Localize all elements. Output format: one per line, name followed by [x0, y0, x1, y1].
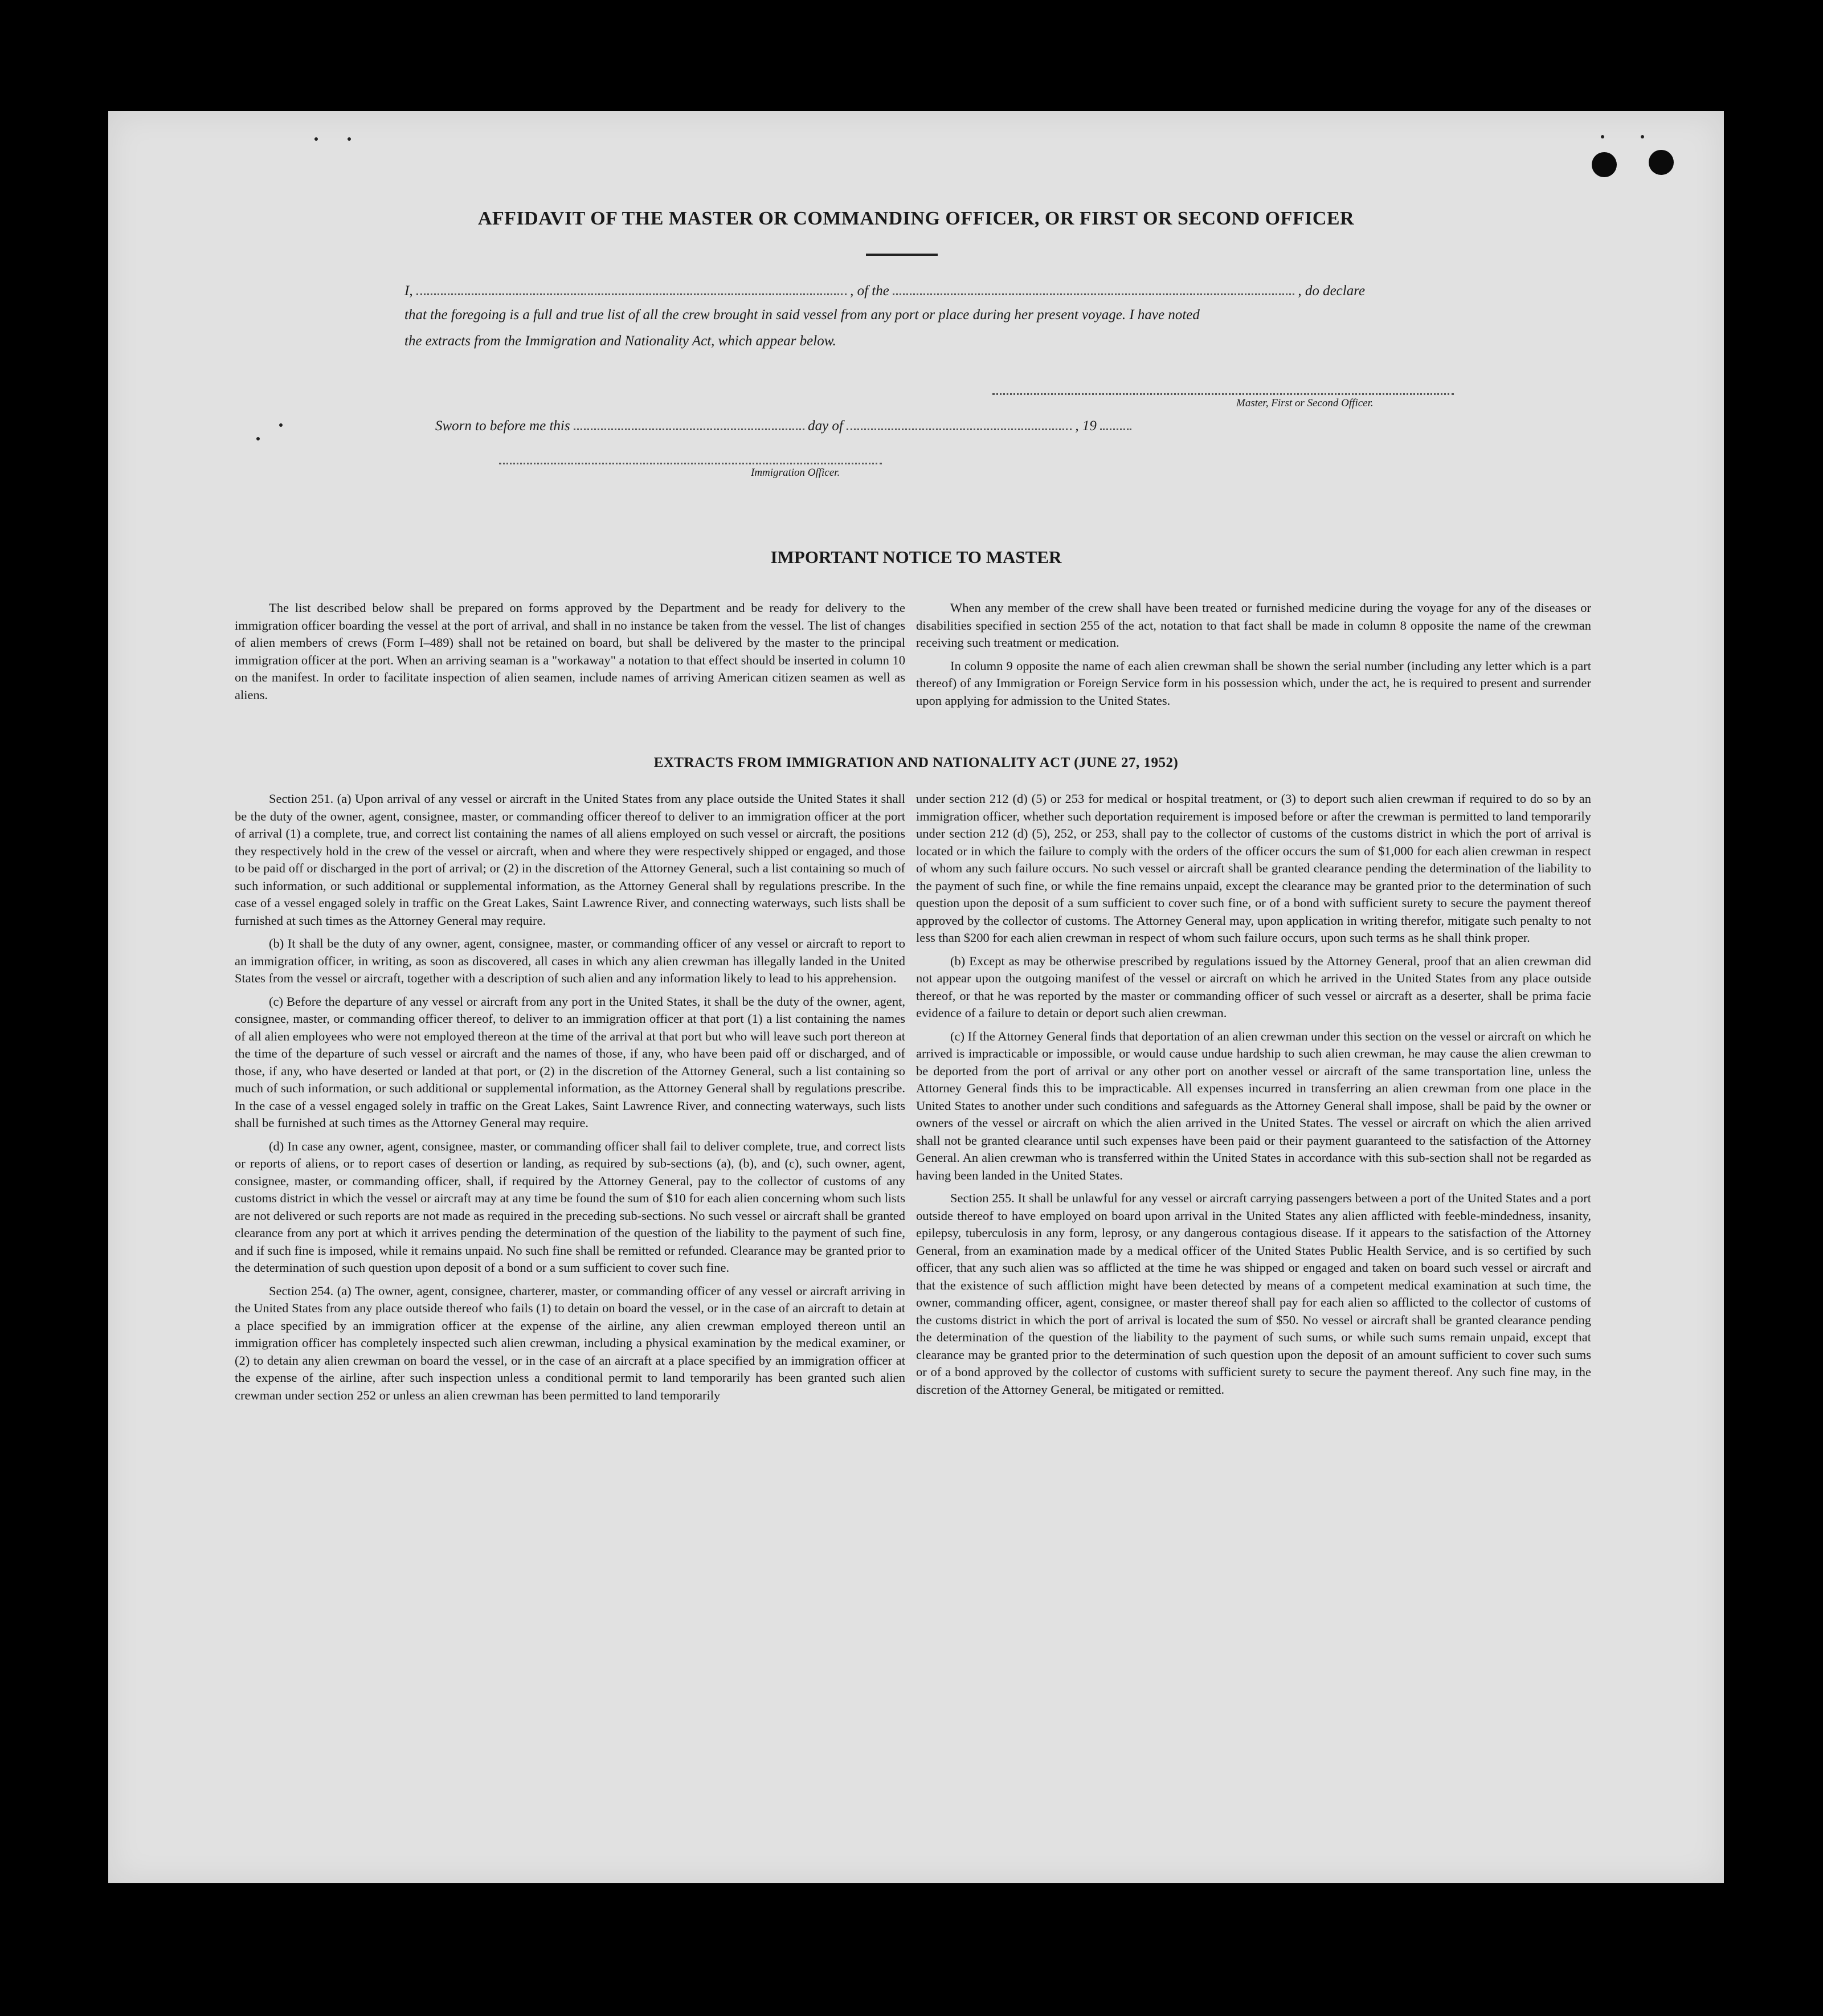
- notice-right-paragraph-1: When any member of the crew shall have been treated or furnished medicine during the voyage for any of the diseases or disabilities specified in section 255 of the act, notation to that fact shall be made in column 8 opposite the name of the crewman receiving such treatment or medication.: [916, 601, 1591, 650]
- master-caption: Master, First or Second Officer.: [1236, 397, 1374, 409]
- sworn-year: , 19: [1075, 418, 1097, 434]
- sworn-day-field[interactable]: [574, 416, 804, 430]
- sworn-year-field[interactable]: [1100, 416, 1131, 430]
- declaration-line-1: [404, 281, 1365, 299]
- notice-left-paragraph: The list described below shall be prepared on forms approved by the Department and be ready for delivery to the immigration officer boarding the vessel at the port of arrival, and shall in no instance be taken from the vessel. The list of changes of alien members of crews (Form I–489) shall not be retained on board, but shall be delivered by the master to the principal immigration officer at the port. When an arriving seaman is a "workaway" a notation to that effect should be inserted in column 10 on the manifest. In order to facilitate inspection of alien seamen, include names of arriving American citizen seamen as well as aliens.: [235, 601, 905, 702]
- section-251a: Section 251. (a) Upon arrival of any vessel or aircraft in the United States from any place outside the United States it shall be the duty of the owner, agent, consignee, master, or commanding officer thereof to deliver to an immigration officer at the port of arrival (1) a complete, true, and correct list containing the names of all aliens employed on such vessel or aircraft, the positions they respectively hold in the crew of the vessel or aircraft, when and where they were respectively shipped or engaged, and those to be paid off or discharged in the port of arrival; or (2) in the discretion of the Attorney General, such a list containing so much of such information, or such additional or supplemental information, as the Attorney General shall by regulations prescribe. In the case of a vessel engaged solely in traffic on the Great Lakes, Saint Lawrence River, and connecting waterways, such lists shall be furnished at such times as the Attorney General may require.: [235, 791, 905, 928]
- notice-left-column: [235, 599, 905, 709]
- decl-of-the: , of the: [850, 283, 889, 299]
- sworn-line: [435, 416, 1131, 434]
- extracts-title: EXTRACTS FROM IMMIGRATION AND NATIONALITY ACT (JUNE 27, 1952): [653, 755, 1179, 770]
- name-field[interactable]: [416, 281, 847, 295]
- decl-i: I,: [404, 283, 413, 299]
- section-255: Section 255. It shall be unlawful for any vessel or aircraft carrying passengers between a port of the United States and a port outside thereof to have employed on board upon arrival in the United States any alien afflicted with feeble-mindedness, insanity, epilepsy, tuberculosis in any form, leprosy, or any dangerous contagious disease. If it appears to the satisfaction of the Attorney General, from an examination made by a medical officer of the United States Public Health Service, and is so certified by such officer, that any such alien was so afflicted at the time he was shipped or engaged and taken on board such vessel or aircraft and that the existence of such affliction might have been detected by means of a competent medical examination at such time, the owner, commanding officer, agent, consignee, or master thereof shall pay for each alien so afflicted to the collector of customs of the customs district in which the port of arrival is located the sum of $50. No vessel or aircraft shall be granted clearance pending the determination of the question of the liability to the payment of such sums, or while such sums remain unpaid, except that clearance may be granted prior to the determination of such question upon the deposit of an amount sufficient to cover such sums or of a bond approved by the collector of customs with sufficient surety to secure the payment thereof. Any such fine may, in the discretion of the Attorney General, be mitigated or remitted.: [916, 1191, 1591, 1397]
- declaration-line-2: that the foregoing is a full and true list of all the crew brought in said vessel from any port or place during her present voyage. I have noted: [404, 307, 1200, 323]
- affidavit-title: AFFIDAVIT OF THE MASTER OR COMMANDING OFFICER, OR FIRST OR SECOND OFFICER: [477, 208, 1355, 229]
- speck: [314, 137, 318, 141]
- section-254a-continued: under section 212 (d) (5) or 253 for medical or hospital treatment, or (3) to deport such alien crewman if required to do so by an immigration officer, whether such deportation requirement is imposed before or after the crewman is permitted to land temporarily under section 212 (d) (5), 252, or 253, shall pay to the collector of customs of the customs district in which the port of arrival is located or in which the failure to comply with the orders of the officer occurs the sum of $1,000 for each alien crewman in respect of whom any such failure occurs. No such vessel or aircraft shall be granted clearance pending the determination of the liability to the payment of such fine, or while the fine remains unpaid, except the clearance may be granted prior to the determination of such question upon the deposit of a sum sufficient to cover such fine, or of a bond with sufficient surety to secure the payment thereof approved by the collector of customs. The Attorney General may, upon application in writing therefor, mitigate such penalty to not less than $200 for each alien crewman in respect of whom such failure occurs, upon such terms as he shall think proper.: [916, 791, 1591, 945]
- speck: [348, 137, 351, 141]
- sworn-day-of: day of: [808, 418, 843, 434]
- speck: [1601, 135, 1604, 138]
- master-signature-line[interactable]: [992, 393, 1454, 395]
- sworn-text: Sworn to before me this: [435, 418, 570, 434]
- speck: [256, 437, 260, 440]
- officer-signature-line[interactable]: [499, 463, 882, 464]
- vessel-field[interactable]: [893, 281, 1294, 295]
- section-254c: (c) If the Attorney General finds that deportation of an alien crewman under this section on the vessel or aircraft on which he arrived is impracticable or impossible, or would cause undue hardship to such alien crewman, he may cause the alien crewman to be deported from the port of arrival or any other port on another vessel or aircraft of the same transportation line, unless the Attorney General finds this to be impracticable. All expenses incurred in transferring an alien crewman from one place in the United States to another under such conditions and safeguards as the Attorney General shall impose, shall be paid by the owner or owners of the vessel or aircraft on which the alien arrived in the United States. The vessel or aircraft on which the alien arrived shall not be granted clearance until such expenses have been paid or their payment guaranteed to the satisfaction of the Attorney General. An alien crewman who is transferred within the United States in accordance with this sub-section shall not be regarded as having been landed in the United States.: [916, 1029, 1591, 1182]
- section-251c: (c) Before the departure of any vessel or aircraft from any port in the United States, it shall be the duty of the owner, agent, consignee, master, or commanding officer thereof, to deliver to an immigration officer at that port (1) a list containing the names of all alien employees who were not employed thereon at the time of the arrival at that port but who will leave such port thereon at the time of the departure of such vessel or aircraft and the names of those, if any, who have been paid off or discharged, and of those, if any, who have deserted or landed at that port, or (2) in the discretion of the Attorney General, such a list containing so much of such information, or such additional or supplemental information, as the Attorney General shall by regulations prescribe. In the case of a vessel engaged solely in traffic on the Great Lakes, Saint Lawrence River, and connecting waterways, such lists shall be furnished at such times as the Attorney General may require.: [235, 994, 905, 1130]
- section-254b: (b) Except as may be otherwise prescribed by regulations issued by the Attorney General, proof that an alien crewman did not appear upon the outgoing manifest of the vessel or aircraft on which he arrived in the United States from any place outside thereof, or that he was reported by the master or commanding officer of such vessel or aircraft as a deserter, shall be prima facie evidence of a failure to detain or deport such alien crewman.: [916, 953, 1591, 1020]
- notice-right-paragraph-2: In column 9 opposite the name of each alien crewman shall be shown the serial number (including any letter which is a part thereof) of any Immigration or Foreign Service form in his possession which, under the act, he is required to present and surrender upon applying for admission to the United States.: [916, 658, 1591, 708]
- punch-hole-right: [1649, 150, 1674, 175]
- extracts-right-column: [916, 790, 1591, 1404]
- section-251d: (d) In case any owner, agent, consignee, master, or commanding officer shall fail to deliver complete, true, and correct lists or reports of aliens, or to report cases of desertion or landing, as required by sub-sections (a), (b), and (c), such owner, agent, consignee, master, or commanding officer, shall, if required by the Attorney General, pay to the collector of customs of any customs district in which the vessel or aircraft may at any time be found the sum of $10 for each alien concerning whom such lists are not delivered or such reports are not made as required in the preceding sub-sections. No such vessel or aircraft shall be granted clearance from any port at which it arrives pending the determination of the question of the liability to the payment of such fine, and if such fine is imposed, while it remains unpaid. No such fine shall be remitted or refunded. Clearance may be granted prior to the determination of such question upon deposit of a bond or a sum sufficient to cover such fine.: [235, 1138, 905, 1275]
- extracts-left-column: [235, 790, 905, 1410]
- declaration-line-3: the extracts from the Immigration and Nationality Act, which appear below.: [404, 333, 836, 349]
- officer-caption: Immigration Officer.: [751, 467, 840, 479]
- document-page: [108, 111, 1724, 1883]
- section-251b: (b) It shall be the duty of any owner, agent, consignee, master, or commanding officer of any vessel or aircraft to report to an immigration officer, in writing, as soon as discovered, all cases in which any alien crewman has illegally landed in the United States from the vessel or aircraft, together with a description of such alien and any information likely to lead to his apprehension.: [235, 936, 905, 985]
- sworn-month-field[interactable]: [847, 416, 1072, 430]
- section-254a: Section 254. (a) The owner, agent, consignee, charterer, master, or commanding officer of any vessel or aircraft arriving in the United States from any place outside thereof who fails (1) to detain on board the vessel, or in the case of an aircraft to detain at a place specified by an immigration officer at the expense of the airline, any alien crewman employed thereon until an immigration officer has completely inspected such alien crewman, including a physical examination by the medical examiner, or (2) to detain any alien crewman on board the vessel, or in the case of an aircraft at a place specified by an immigration officer at the expense of the airline, after such inspection unless a conditional permit to land temporarily has been granted such alien crewman under section 252 or unless an alien crewman has been permitted to land temporarily: [235, 1283, 905, 1402]
- notice-title: IMPORTANT NOTICE TO MASTER: [770, 547, 1062, 567]
- decl-do-declare: , do declare: [1298, 283, 1366, 299]
- punch-hole-left: [1592, 152, 1617, 177]
- speck: [1641, 135, 1644, 138]
- speck: [279, 423, 283, 427]
- title-rule: [866, 254, 938, 256]
- notice-right-column: [916, 599, 1591, 715]
